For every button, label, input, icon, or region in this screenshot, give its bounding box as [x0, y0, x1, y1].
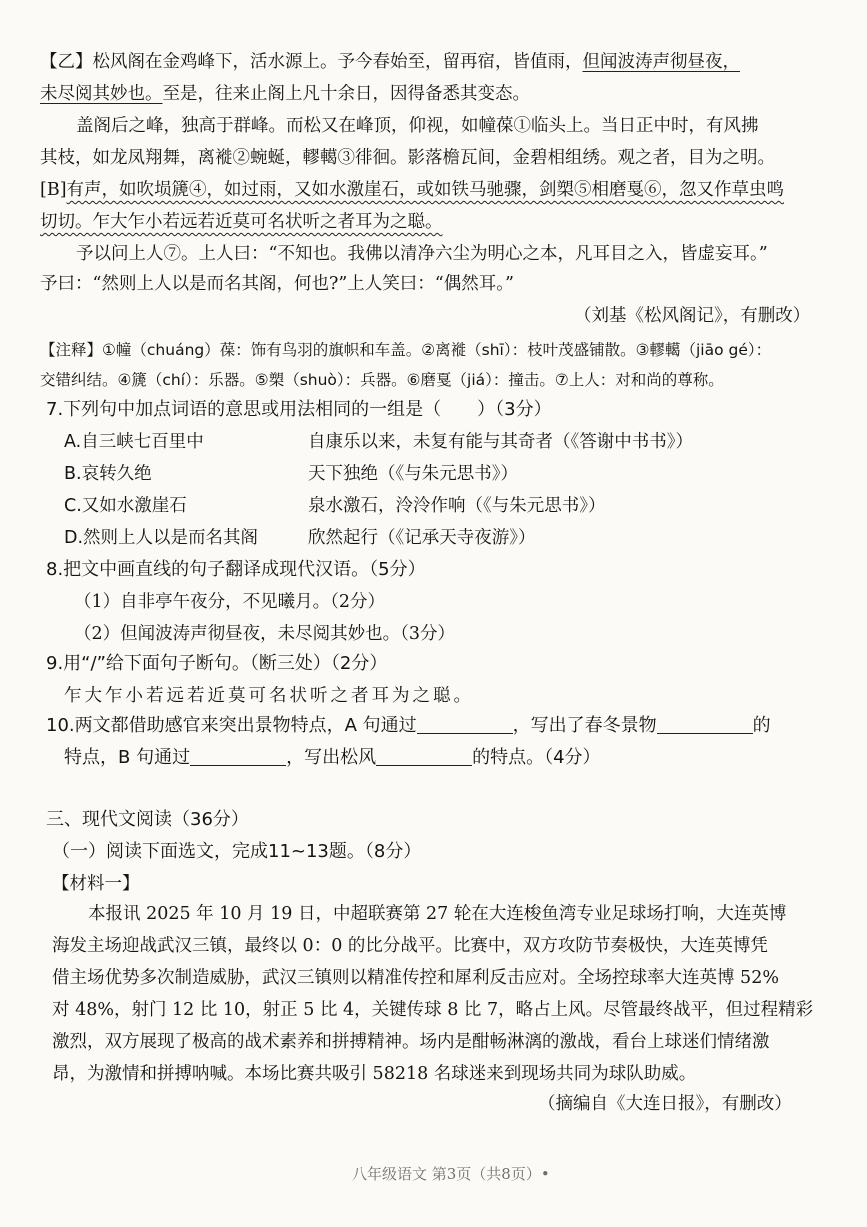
material-line-3: 借主场优势多次制造威胁，武汉三镇则以精准传控和犀利反击应对。全场控球率大连英博 52%	[52, 968, 779, 988]
passage-line-6	[40, 210, 443, 234]
q7-option-c-left: C.又如水激崖石	[64, 496, 187, 516]
q7-option-d-right: 欣然起行（《记承天寺夜游》）	[308, 528, 536, 548]
wavy-underlined-sentence: 有声，如吹埙篪④，如过雨，又如水激崖石，或如铁马驰骤，剑槊⑤相磨戛⑥，忽又作草虫鸣	[66, 180, 785, 200]
q10-text: 特点，B 句通过	[64, 747, 191, 768]
passage-line-1	[40, 50, 740, 74]
q8-item-1: （1）自非亭午夜分，不见曦月。（2分）	[74, 592, 386, 612]
q10-blank-a[interactable]	[417, 715, 513, 734]
passage-line-7: 予以问上人⑦。上人曰：“不知也。我佛以清净六尘为明心之本，凡耳目之入，皆虚妄耳。”	[76, 244, 768, 264]
q9-sentence: 乍大乍小若远若近莫可名状听之者耳为之聪。	[64, 686, 474, 706]
q10-text: 的特点。（4分）	[472, 747, 601, 768]
q7-option-d-left: D.然则上人以是而名其阁	[64, 528, 259, 548]
q7-option-b-right: 天下独绝（《与朱元思书》）	[308, 464, 518, 484]
q10-blank-b[interactable]	[657, 715, 753, 734]
q10-text: ，写出了春冬景物	[512, 715, 657, 736]
passage-line-4: 其枝，如龙凤翔舞，离褷②蜿蜒，轇轕③徘徊。影落檐瓦间，金碧相组绣。观之者，目为之明。	[40, 148, 775, 168]
notes-line-2: 交错纠结。④篪（chí）：乐器。⑤槊（shuò）：兵器。⑥磨戛（jiá）：撞击。⑦上人：对和尚的尊称。	[40, 371, 724, 389]
section-3-title: 三、现代文阅读（36分）	[46, 809, 249, 830]
passage-text: 至是，往来止阁上凡十余日，因得备悉其变态。	[162, 84, 530, 104]
material-line-6: 昂，为激情和拼搏呐喊。本场比赛共吸引 58218 名球迷来到现场共同为球队助威。	[52, 1064, 697, 1084]
q10-blank-c[interactable]	[190, 747, 286, 766]
passage-line-5	[40, 178, 784, 202]
material-source: （摘编自《大连日报》，有删改）	[538, 1094, 792, 1114]
q7-option-a-right: 自康乐以来，未复有能与其奇者（《答谢中书书》）	[308, 432, 693, 452]
passage-line-8: 予曰：“然则上人以是而名其阁，何也?”上人笑曰：“偶然耳。”	[40, 274, 514, 294]
q10-text: ，写出松风	[286, 747, 377, 768]
question-7-stem: 7.下列句中加点词语的意思或用法相同的一组是（ ）（3分）	[46, 399, 552, 420]
q7-option-c-right: 泉水激石，泠泠作响（《与朱元思书》）	[308, 496, 606, 516]
q10-text: 的	[752, 715, 771, 736]
q10-blank-d[interactable]	[376, 747, 472, 766]
q7-option-a-left: A.自三峡七百里中	[64, 432, 204, 452]
underlined-sentence: 但闻波涛声彻昼夜，	[582, 52, 740, 72]
wavy-underlined-sentence: 切切。乍大乍小若远若近莫可名状听之者耳为之聪。	[40, 212, 443, 232]
material-1-label: 【材料一】	[52, 874, 140, 894]
passage-line-3: 盖阁后之峰，独高于群峰。而松又在峰顶，仰视，如幢葆①临头上。当日正中时，有风拂	[76, 116, 759, 136]
question-10-line-2	[64, 746, 601, 770]
page-footer: 八年级语文 第3页（共8页）•	[352, 1165, 550, 1183]
passage-line-2	[40, 82, 530, 106]
passage-text: 【乙】松风阁在金鸡峰下，活水源上。予今春始至，留再宿，皆值雨，	[40, 52, 583, 72]
material-line-4: 对 48%，射门 12 比 10，射正 5 比 4，关键传球 8 比 7，略占上风。尽管最终战平，但过程精彩	[52, 1000, 814, 1020]
section-3-part-1: （一）阅读下面选文，完成11~13题。（8分）	[52, 841, 422, 862]
material-line-2: 海发主场迎战武汉三镇，最终以 0：0 的比分战平。比赛中，双方攻防节奏极快，大连英博凭	[52, 936, 768, 956]
material-line-1: 本报讯 2025 年 10 月 19 日，中超联赛第 27 轮在大连梭鱼湾专业足球场打响，大连英博	[88, 904, 787, 924]
material-line-5: 激烈，双方展现了极高的战术素养和拼搏精神。场内是酣畅淋漓的激战，看台上球迷们情绪激	[52, 1032, 770, 1052]
question-10-line-1	[46, 714, 771, 738]
q10-text: 10.两文都借助感官来突出景物特点，A 句通过	[46, 715, 417, 736]
q7-option-b-left: B.哀转久绝	[64, 464, 152, 484]
sentence-label-b: [B]	[40, 180, 67, 200]
underlined-sentence: 未尽阅其妙也。	[40, 84, 163, 104]
notes-line-1: 【注释】①幢（chuáng）葆：饰有鸟羽的旗帜和车盖。②离褷（shī）：枝叶茂盛铺散。③轇轕（jiāo gé）：	[40, 341, 772, 359]
passage-source: （刘基《松风阁记》，有删改）	[574, 306, 811, 326]
question-9-stem: 9.用“/”给下面句子断句。（断三处）（2分）	[46, 653, 388, 674]
question-8-stem: 8.把文中画直线的句子翻译成现代汉语。（5分）	[46, 559, 426, 580]
q8-item-2: （2）但闻波涛声彻昼夜，未尽阅其妙也。（3分）	[74, 624, 456, 644]
